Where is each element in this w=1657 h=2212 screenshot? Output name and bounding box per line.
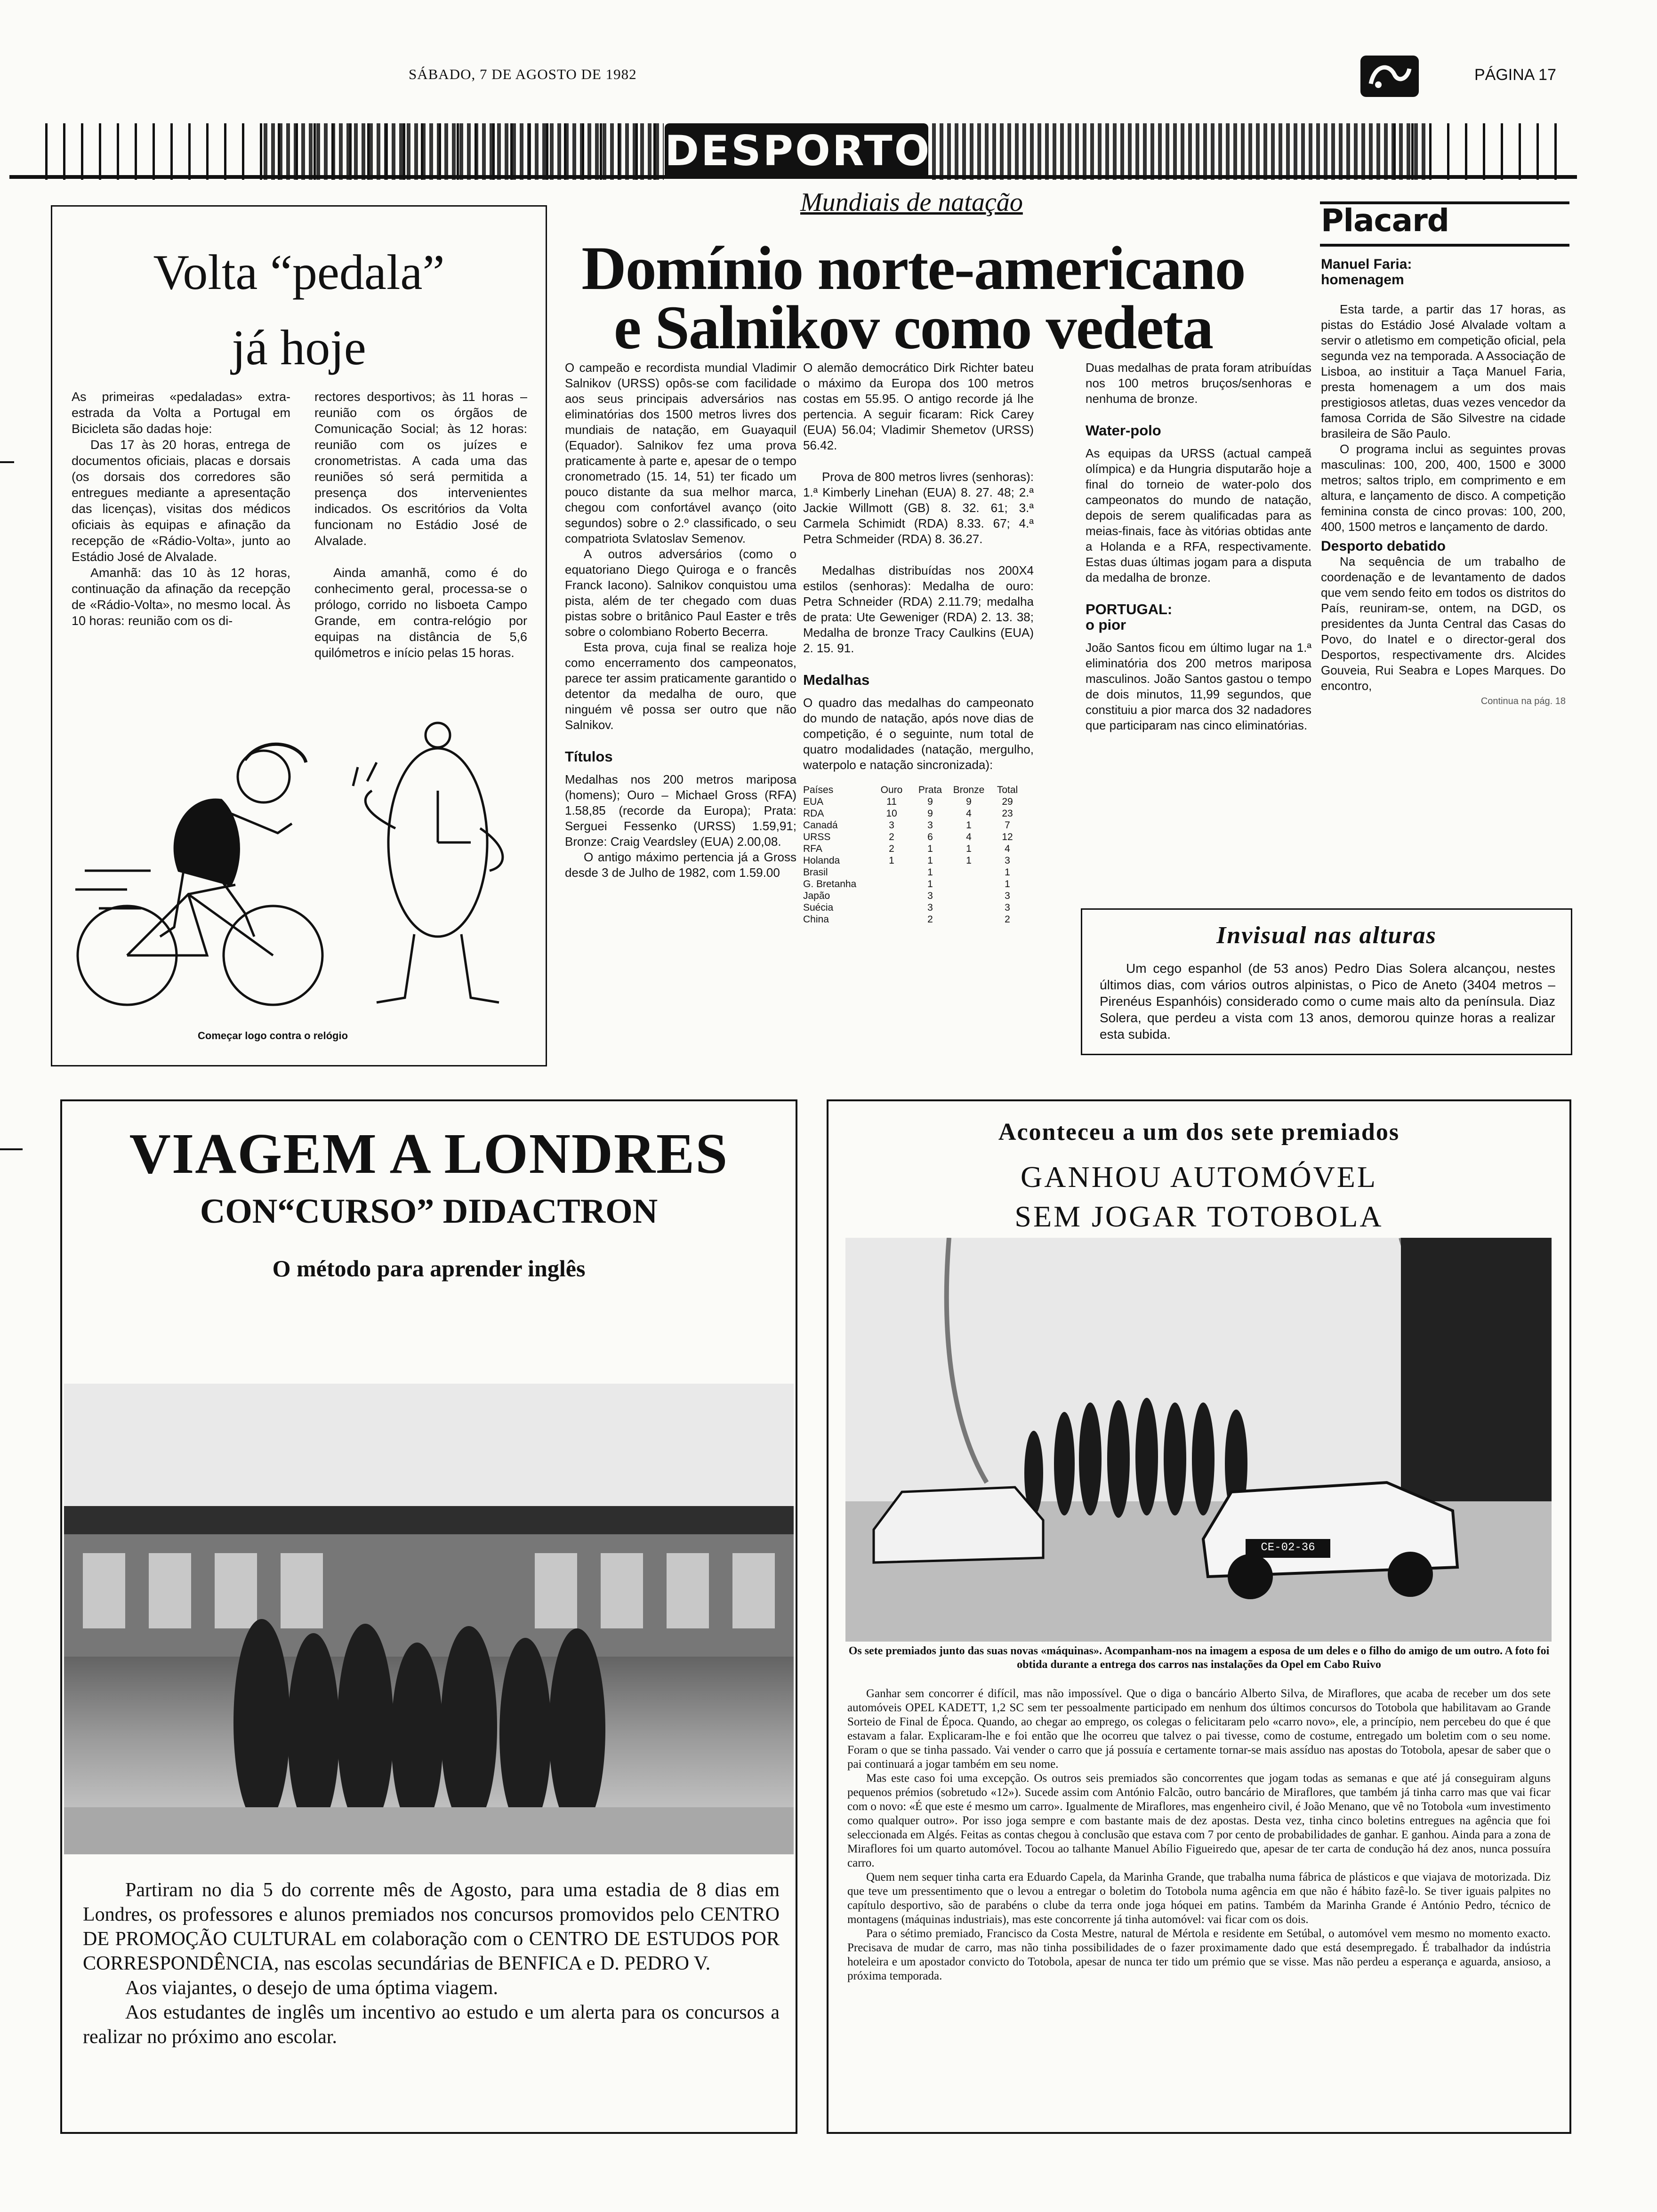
medal-table-cell: RDA [803,808,824,819]
medal-table-cell [875,914,913,925]
medal-table-cell: 1 [927,879,933,890]
medal-table-cell: 9 [927,796,933,807]
medal-table-cell: 3 [927,902,933,913]
medal-table-cell: 2 [889,832,894,842]
natacao-paragraph: O alemão democrático Dirk Richter bateu o máximo da Europa dos 100 metros costas em 55.95. O antigo recorde já lhe pertencia. A seguir ficaram: Rick Carey (EUA) 56.04; Vladimir Shemetov (URSS) 56.42. [803,361,1034,452]
natacao-column-3 [1086,360,1311,733]
totobola-paragraph: Para o sétimo premiado, Francisco da Costa Mestre, natural de Mértola e residente em Setúbal, o automóvel vem mesmo no momento exacto. Precisava de mudar de carro, mas não tinha possibilidades de o fazer proximamente dado que está desempregado. É trabalhador da indústria hoteleira e um apostador convicto do Totobola, apesar de nunca ter tido um prémio que se visse. Mas não perdeu a esperança e aguarda, ansioso, a próxima temporada. [847,1927,1551,1982]
totobola-photo-caption: Os sete premiados junto das suas novas «máquinas». Acompanham-nos na imagem a esposa de um deles e o filho do amigo de um outro. A foto foi obtida durante a entrega dos carros nas instalações da Opel em Cabo Ruivo [848,1645,1550,1671]
medal-table-row [803,914,1029,925]
medal-table-cell: 3 [1005,890,1010,901]
totobola-paragraph: Quem nem sequer tinha carta era Eduardo Capela, da Marinha Grande, que trabalha numa fábrica de plásticos e que viajava de motorizada. Diz que teve um pressentimento que o levou a entregar o boletim do Totobola numa agência em que não é hábito fazê-lo. Se tiver iguais palpites no capítulo desportivo, são de parabéns o clube da terra onde joga hóquei em patins. Também da Marinha Grande é António Pedro, técnico de montagens (máquinas industriais), mas este concorrente já tinha automóvel: vai ficar com os dois. [847,1871,1551,1926]
medal-table-cell: 1 [1005,867,1010,878]
medal-table-row [803,902,1029,914]
medal-table-cell: 23 [1002,808,1013,819]
portugal-heading-line2: o pior [1086,617,1126,633]
natacao-paragraph: Duas medalhas de prata foram atribuídas nos 100 metros bruços/senhoras e nenhuma de bronze. [1086,361,1311,406]
cyclist-clock-cartoon [66,715,537,1026]
londres-body [83,1878,780,2049]
car-license-plate: CE-02-36 [1261,1541,1315,1554]
natacao-paragraph: Prova de 800 metros livres (senhoras): 1.ª Kimberly Linehan (EUA) 8. 27. 48; 2.ª Jackie Willmott (GB) 8. 32. 61; 3.ª Carmela Schimidt (RDA) 8.33. 67; 4.ª Petra Schmeider (RDA) 8. 36.27. [803,470,1034,546]
medal-table-row [803,866,1029,878]
volta-paragraph: Ainda amanhã, como é do conhecimento geral, processa-se o prólogo, corrido no lisboeta Campo Grande, em contra-relógio por equipas na distância de 5,6 quilómetros e início pelas 15 horas. [314,566,527,660]
section-title-box [665,123,932,179]
medal-table-cell: 9 [927,808,933,819]
medal-table-cell [952,902,990,914]
medal-table-cell: 1 [1005,879,1010,890]
page-date: SÁBADO, 7 DE AGOSTO DE 1982 [409,66,637,82]
medal-table-cell: 3 [927,890,933,901]
medal-table [803,784,1029,925]
section-bar-right-dense [932,123,1426,180]
natacao-headline-line1: Domínio norte-americano [581,233,1245,303]
margin-tick [0,1148,23,1150]
medal-table-header-cell: Países [803,785,834,795]
margin-tick [0,461,14,463]
medal-table-cell: 7 [1005,820,1010,831]
natacao-paragraph: O campeão e recordista mundial Vladimir Salnikov (URSS) opôs-se com facilidade aos seus principais adversários nas eliminatórias dos 1500 metros livres dos mundiais de natação, em Guayaquil (Equador). Salnikov fez uma prova praticamente à parte e, apesar de o tempo cronometrado (15. 14, 51) ter ficado um pouco distante da sua melhor marca, chegou com confortável avanço (oito segundos) sobre o 2.º classificado, o seu compatriota Svlatoslav Semenov. [565,361,796,545]
medal-table-cell: 3 [1005,855,1010,866]
medal-table-cell: 6 [927,832,933,842]
medalhas-heading: Medalhas [803,672,870,688]
natacao-column-2 [803,360,1034,925]
totobola-paragraph: Ganhar sem concorrer é difícil, mas não impossível. Que o diga o bancário Alberto Silva, de Miraflores, que acaba de receber um dos sete automóveis OPEL KADETT, 1,2 SC sem ter pessoalmente participado em nenhum dos últimos concursos do Totobola que habilitavam ao Grande Sorteio de Final de Época. Quando, ao chegar ao emprego, os colegas o felicitaram pelo «carro novo», ele, a princípio, nem percebeu do que é que estavam a falar. Explicaram-lhe e foi então que lhe ocorreu que talvez o pai tivesse, como de costume, entregado um boletim com o seu nome. Foram o que se tinha passado. Vai vender o carro que já possuía e certamente tornar-se mais assíduo nas apostas do Totobola, apesar de saber que o pai continuará a jogar também em seu nome. [847,1687,1551,1771]
medal-table-cell: 1 [966,820,972,831]
medal-table-cell: 2 [1005,914,1010,925]
placard-column [1321,256,1566,709]
londres-tagline: O método para aprender inglês [272,1255,586,1282]
continued-note: Continua na pág. 18 [1480,696,1566,706]
londres-title: VIAGEM A LONDRES [129,1122,729,1186]
natacao-paragraph: Esta prova, cuja final se realiza hoje como encerramento dos campeonatos, parece ter assim praticamente garantido o detentor da medalha de ouro, que ninguém vê possa ser outro que não Salnikov. [565,640,796,732]
volta-cartoon-caption: Começar logo contra o relógio [198,1030,348,1042]
londres-paragraph: Aos viajantes, o desejo de uma óptima viagem. [125,1977,498,1999]
medal-table-cell: 4 [1005,843,1010,854]
debate-paragraph: Na sequência de um trabalho de coordenação e de levantamento de dados que vem sendo feito em todos os distritos do País, reuniram-se, ontem, na DGD, os presidentes da Junta Central das Casas do Povo, do Inatel e o director-geral dos Desportos, respectivamente drs. Alcides Gouveia, Rui Seabra e Lopes Marques. Do encontro, [1321,554,1566,693]
medal-table-cell [875,878,913,890]
medal-table-cell: EUA [803,796,824,807]
debate-heading: Desporto debatido [1321,538,1446,554]
medal-table-cell: 1 [927,843,933,854]
medalhas-paragraph: O quadro das medalhas do campeonato do mundo de natação, após nove dias de competição, é o seguinte, num total de quatro modalidades (natação, mergulho, waterpolo e natação sincronizada): [803,696,1034,772]
section-title: DESPORTO [665,127,932,175]
section-bar-right-hatch [1393,123,1563,180]
volta-column-2 [314,389,527,661]
medal-table-cell: 1 [927,855,933,866]
medal-table-cell [952,890,990,902]
medal-table-cell [952,878,990,890]
medal-table-row [803,831,1029,843]
medal-table-header-cell: Ouro [880,785,903,795]
titulos-paragraph: Medalhas nos 200 metros mariposa (homens); Ouro – Michael Gross (RFA) 1.58,85 (recorde da Europa); Prata: Serguei Fessenko (URSS) 1.59,91; Bronze: Craig Veardsley (EUA) 2.00,08. [565,772,796,849]
medal-table-cell: China [803,914,829,925]
medal-table-cell [875,902,913,914]
waterpolo-paragraph: As equipas da URSS (actual campeã olímpica) e da Hungria disputarão hoje a final do torneio de water-polo dos campeonatos do mundo de natação, depois de serem qualificadas para as meias-finais, face às vitórias obtidas ante a Holanda e a RFA, respectivamente. Estas duas últimas jogam para a disputa da medalha de bronze. [1086,446,1311,585]
totobola-title-line2: SEM JOGAR TOTOBOLA [1014,1200,1384,1233]
volta-title-line1: Volta “pedala” [153,245,445,300]
volta-paragraph: Amanhã: das 10 às 12 horas, continuação da afinação da recepção de «Rádio-Volta», no mesmo local. Às 10 horas: reunião com os di- [72,566,290,628]
medal-table-row [803,819,1029,831]
natacao-paragraph: Medalhas distribuídas nos 200X4 estilos (senhoras): Medalha de ouro: Petra Schneider (RDA) 2.11.79; medalha de prata: Ute Geweniger (RDA) 2. 13. 38; Medalha de bronze Tracy Caulkins (EUA) 2. 15. 91. [803,563,1034,655]
medal-table-cell: G. Bretanha [803,879,857,890]
medal-table-row [803,808,1029,819]
volta-title-line2: já hoje [232,320,366,375]
portugal-heading-line1: PORTUGAL: [1086,601,1173,617]
totobola-kicker: Aconteceu a um dos sete premiados [998,1119,1400,1146]
medal-table-cell: Suécia [803,902,834,913]
medal-table-row [803,890,1029,902]
medal-table-cell: 4 [966,832,972,842]
natacao-kicker: Mundiais de natação [800,188,1023,217]
titulos-heading: Títulos [565,748,613,765]
natacao-column-1 [565,360,796,881]
medal-table-cell: 1 [966,855,972,866]
medal-table-cell: 12 [1002,832,1013,842]
medal-table-cell: 9 [966,796,972,807]
faria-heading: Manuel Faria: homenagem [1321,256,1412,288]
medal-table-cell [952,914,990,925]
londres-subtitle: CON“CURSO” DIDACTRON [200,1192,658,1231]
placard-title: Placard [1321,202,1449,239]
medal-table-row [803,855,1029,866]
faria-paragraph: Esta tarde, a partir das 17 horas, as pistas do Estádio José Alvalade voltam a servir o atletismo em competição oficial, pela segunda vez na temporada. A Associação de Lisboa, ao instituir a Taça Manuel Faria, presta homenagem a um dos mais prestigiosos atletas, duas vezes vencedor da famosa Corrida de São Silvestre na cidade brasileira de São Paulo. [1321,302,1566,441]
medal-table-cell: 4 [966,808,972,819]
invisual-text: Um cego espanhol (de 53 anos) Pedro Dias Solera alcançou, nestes últimos dias, com vários outros alpinistas, o Pico de Aneto (3404 metros – Pirenéus Espanhóis) considerado como o cume mais alto da península. Diaz Solera, que perdeu a vista com 13 anos, demorou quinze horas a realizar esta subida. [1100,961,1555,1042]
medal-table-cell [952,866,990,878]
medal-table-cell: Canadá [803,820,838,831]
newspaper-logo [1360,56,1419,97]
medal-table-header-cell: Total [997,785,1018,795]
portugal-paragraph: João Santos ficou em último lugar na 1.ª eliminatória dos 200 metros mariposa masculinos. João Santos gastou o tempo de dois minutos, 11,99 segundos, que constituiu a pior marca dos 32 nadadores que participaram nas cinco eliminatórias. [1086,641,1311,732]
medal-table-cell: Japão [803,890,830,901]
medal-table-cell: 3 [927,820,933,831]
natacao-headline-line2: e Salnikov como vedeta [613,293,1213,362]
volta-paragraph: rectores desportivos; às 11 horas – reunião com os órgãos de Comunicação Social; às 12 horas: reunião com os juízes e cronometristas. A cada uma das reuniões só será permitida a presença dos intervenientes indicados. Os escritórios da Volta funcionam no Estádio José de Alvalade. [314,390,527,548]
medal-table-cell: 2 [927,914,933,925]
medal-table-cell: 11 [886,796,897,807]
waterpolo-heading: Water-polo [1086,422,1161,439]
londres-paragraph: Partiram no dia 5 do corrente mês de Agosto, para uma estadia de 8 dias em Londres, os professores e alunos premiados nos concursos promovidos pelo CENTRO DE PROMOÇÃO CULTURAL em colaboração com o CENTRO DE ESTUDOS POR CORRESPONDÊNCIA, nas escolas secundárias de BENFICA e D. PEDRO V. [83,1879,780,1974]
invisual-title: Invisual nas alturas [1216,922,1437,949]
section-bar-left-dense [264,123,664,180]
medal-table-cell: 3 [1005,902,1010,913]
page-number: PÁGINA 17 [1474,66,1556,84]
totobola-title-line1: GANHOU AUTOMÓVEL [1021,1160,1377,1194]
medal-table-cell: RFA [803,843,822,854]
faria-paragraph: O programa inclui as seguintes provas masculinas: 100, 200, 400, 1500 e 3000 metros; saltos triplo, em comprimento e em altura, e lançamento de disco. A competição feminina consta de cinco provas: 100, 200, 400, 1500 metros e lançamento de dardo. [1321,442,1566,534]
medal-table-cell: 3 [889,820,894,831]
logo-mark-icon [1360,56,1419,97]
medal-table-cell: 1 [927,867,933,878]
natacao-paragraph: A outros adversários (como o equatoriano Diego Quiroga e o francês Franck Iacono). Salnikov conquistou uma pista, além de ter chegado com duas pistas sobre o britânico Paul Easter e três sobre o colombiano Roberto Becerra. [565,547,796,639]
medal-table-cell: Holanda [803,855,840,866]
totobola-body [847,1687,1551,1983]
medal-table-header-cell: Prata [918,785,942,795]
medal-table-row [803,878,1029,890]
volta-paragraph: Das 17 às 20 horas, entrega de documentos oficiais, placas e dorsais (os dorsais dos corredores são entregues mediante a apresentação das licenças), visitas dos médicos oficiais às equipas e afinação da recepção de «Rádio-Volta», junto ao Estádio José de Alvalade. [72,438,290,564]
medal-table-cell: 1 [966,843,972,854]
medal-table-cell: 2 [889,843,894,854]
totobola-paragraph: Mas este caso foi uma excepção. Os outros seis premiados são concorrentes que jogam todas as semanas e que até já conseguiram alguns pequenos prémios (sobretudo «12»). Sucede assim com António Falcão, outro bancário de Miraflores, que também já tinha carro mas que vai ficar com o novo: «É que este é mesmo um carro». Igualmente de Miraflores, mas engenheiro civil, é João Menano, que vê no Totobola «um investimento como qualquer outro». Por isso joga sempre e com bastante mais de dez apostas. Desta vez, tinha cinco boletins entregues na agência que foi seleccionada em Algés. Feitas as contas chegou à conclusão que estava com 7 por cento de probabilidades de ganhar. E ganhou. Ainda para a zona de Miraflores foi um quarto automóvel. Tocou ao talhante Manuel Abílio Figueiredo que, apesar de ter carta de condução há dez anos, nunca possuíra carro. [847,1772,1551,1869]
medal-table-cell: URSS [803,832,831,842]
volta-paragraph: As primeiras «pedaladas» extra-estrada da Volta a Portugal em Bicicleta são dadas hoje: [72,390,290,436]
medal-table-cell: 10 [886,808,897,819]
medal-table-cell: Brasil [803,867,828,878]
medal-table-cell [875,890,913,902]
medal-table-row [803,796,1029,808]
medal-table-cell [875,866,913,878]
volta-column-1 [72,389,290,629]
londres-paragraph: Aos estudantes de inglês um incentivo ao estudo e um alerta para os concursos a realizar no próximo ano escolar. [83,2002,780,2048]
londres-group-photo [64,1384,794,1854]
placard-rule-bottom [1320,244,1569,247]
titulos-paragraph: O antigo máximo pertencia já a Gross desde 3 de Julho de 1982, com 1.59.00 [565,850,796,880]
medal-table-header-cell: Bronze [953,785,985,795]
medal-table-header [803,784,1029,796]
medal-table-cell: 1 [889,855,894,866]
medal-table-row [803,843,1029,855]
totobola-cars-photo [845,1238,1552,1642]
medal-table-cell: 29 [1002,796,1013,807]
